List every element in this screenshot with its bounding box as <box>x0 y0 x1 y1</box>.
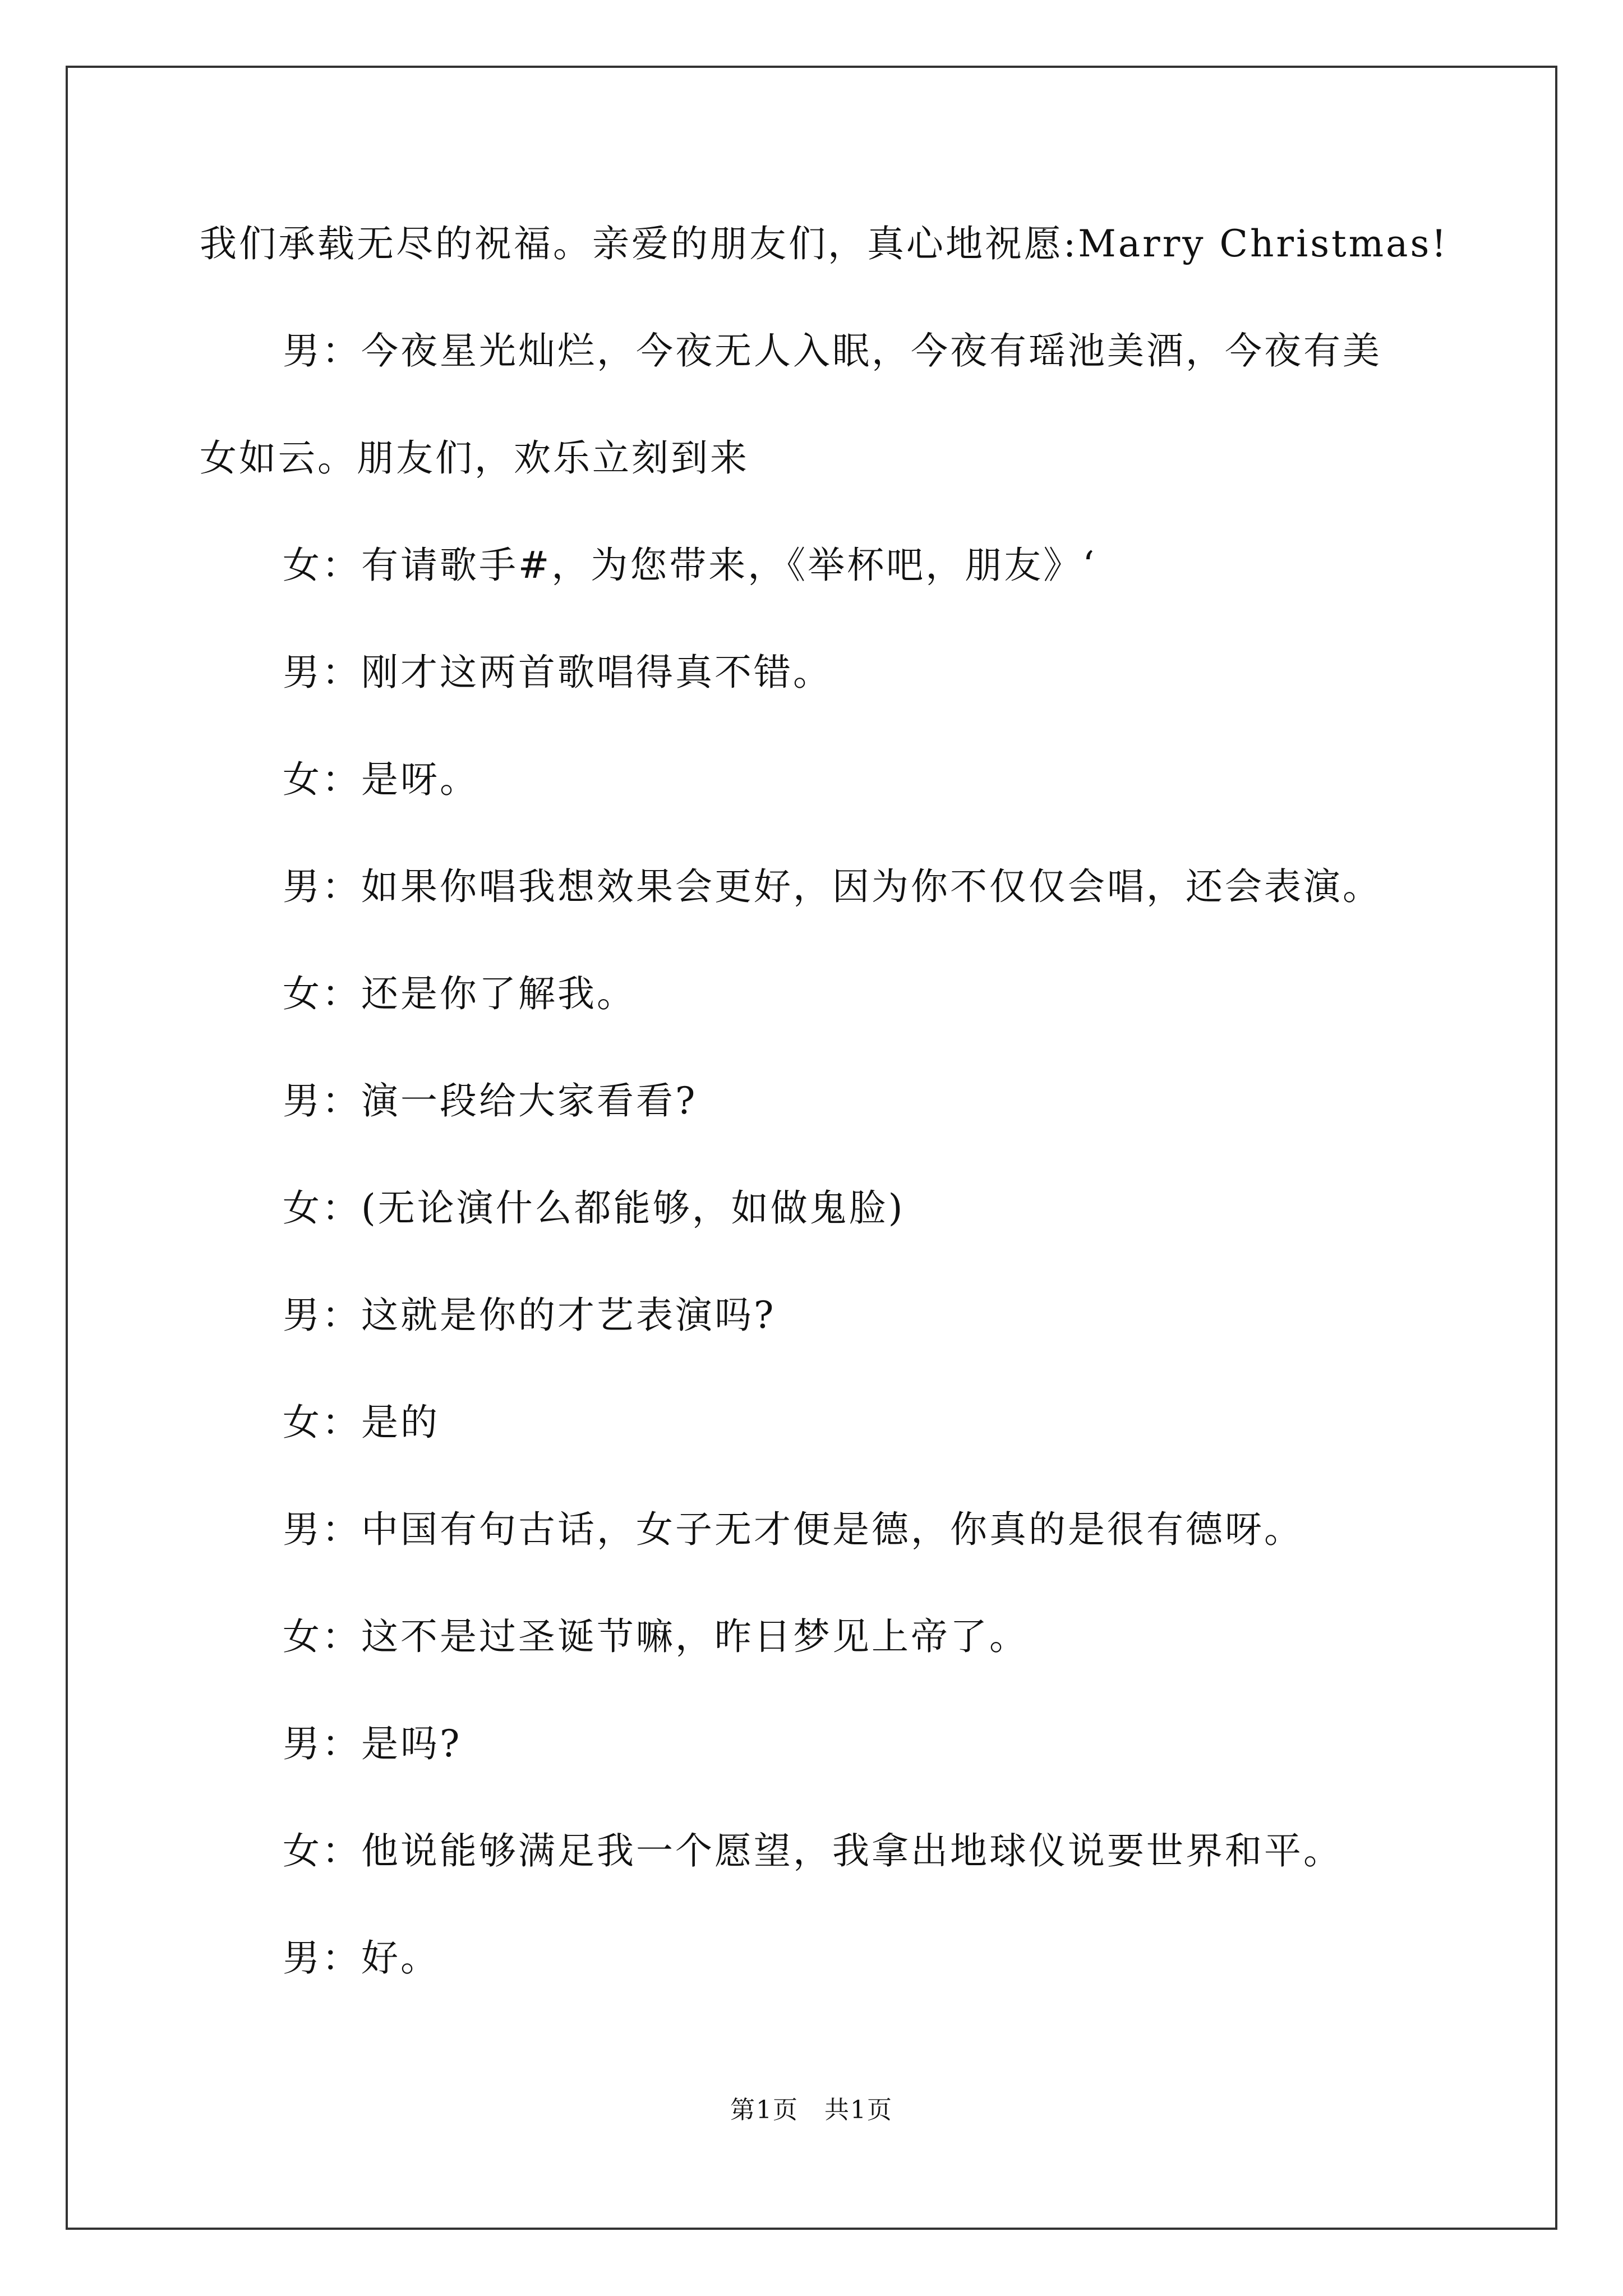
page-footer <box>0 2095 1623 2126</box>
page-number-current: 第1页 <box>730 2096 799 2124</box>
page-number-total: 共1页 <box>824 2096 893 2124</box>
paragraph-7: 男：如果你唱我想效果会更好，因为你不仅仅会唱，还会表演。 <box>283 865 1382 908</box>
paragraph-13: 男：中国有句古话，女子无才便是德，你真的是很有德呀。 <box>283 1508 1303 1551</box>
paragraph-15: 男：是吗? <box>283 1722 462 1765</box>
paragraph-4: 女：有请歌手#，为您带来，《举杯吧，朋友》‘ <box>283 544 1097 587</box>
paragraph-16: 女：他说能够满足我一个愿望，我拿出地球仪说要世界和平。 <box>283 1829 1343 1872</box>
paragraph-3: 女如云。朋友们，欢乐立刻到来 <box>200 436 749 480</box>
paragraph-5: 男：刚才这两首歌唱得真不错。 <box>283 651 832 694</box>
page-border <box>66 66 1557 2230</box>
paragraph-17: 男：好。 <box>283 1936 440 1980</box>
paragraph-12: 女：是的 <box>283 1401 440 1444</box>
paragraph-9: 男：演一段给大家看看? <box>283 1079 698 1122</box>
paragraph-6: 女：是呀。 <box>283 758 479 801</box>
paragraph-11: 男：这就是你的才艺表演吗? <box>283 1294 776 1337</box>
paragraph-10: 女：(无论演什么都能够，如做鬼脸) <box>283 1186 905 1230</box>
paragraph-1: 我们承载无尽的祝福。亲爱的朋友们，真心地祝愿:Marry Christmas! <box>200 222 1449 265</box>
paragraph-2: 男：今夜星光灿烂，今夜无人入眠，今夜有瑶池美酒，今夜有美 <box>283 329 1382 372</box>
paragraph-14: 女：这不是过圣诞节嘛，昨日梦见上帝了。 <box>283 1615 1029 1658</box>
paragraph-8: 女：还是你了解我。 <box>283 972 636 1015</box>
